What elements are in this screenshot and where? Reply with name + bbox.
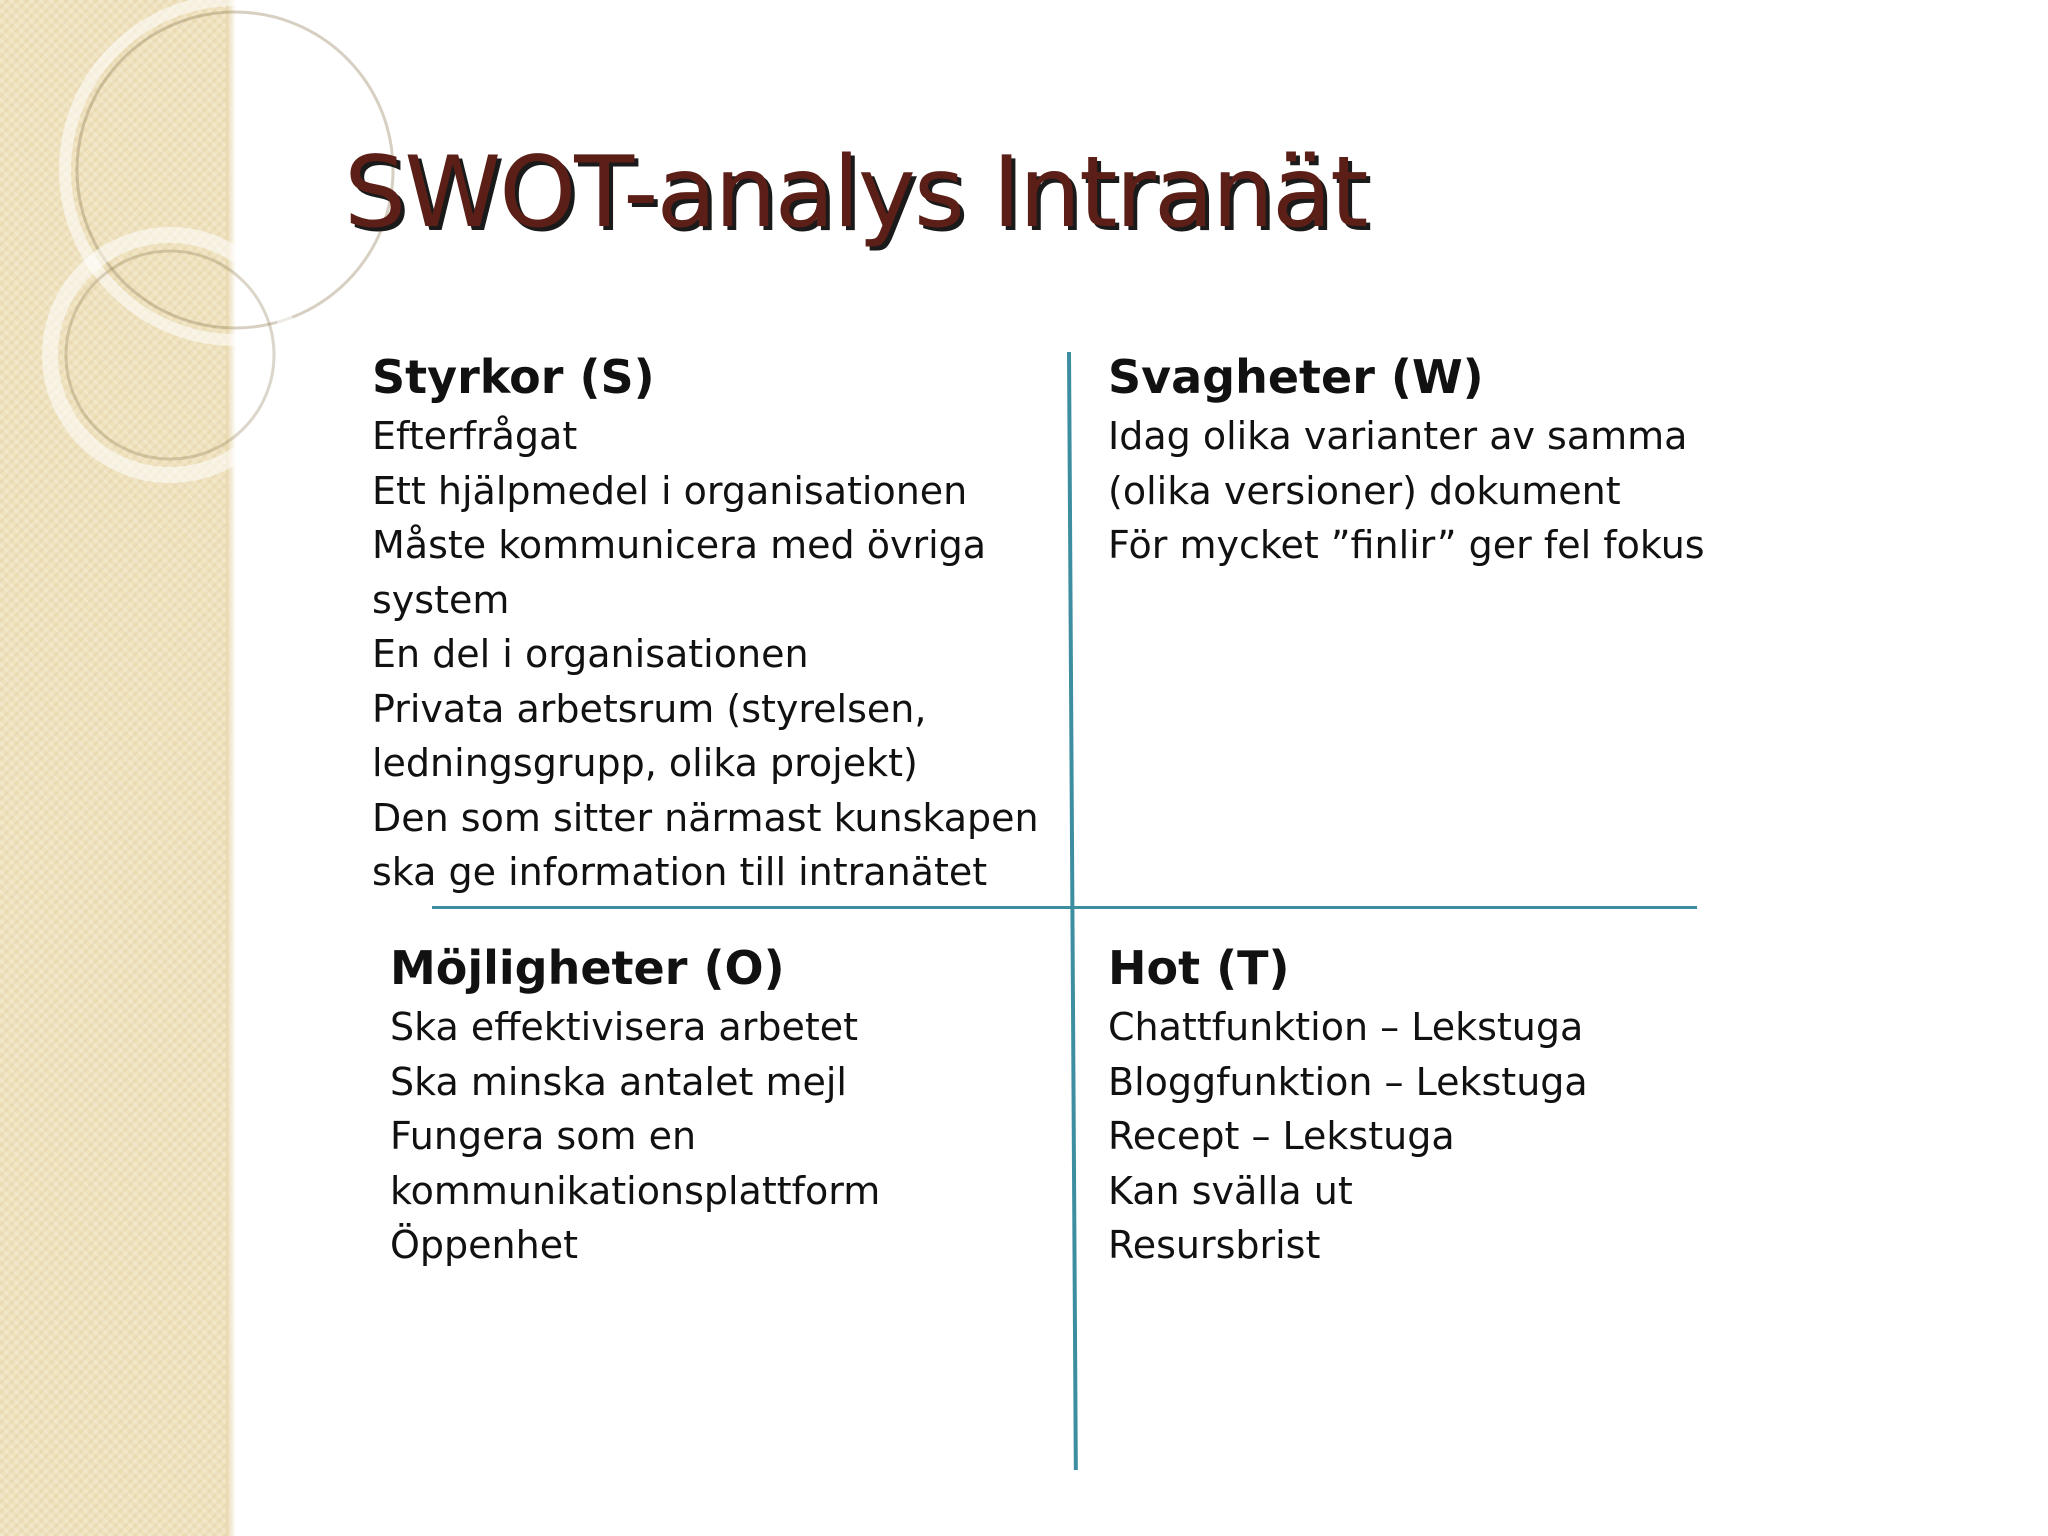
list-item: Idag olika varianter av samma (olika versioner) dokument	[1108, 414, 1688, 513]
list-item: Ett hjälpmedel i organisationen	[372, 468, 968, 513]
list-item: Ska effektivisera arbetet	[390, 1005, 859, 1049]
weaknesses-list	[1108, 409, 1708, 573]
quadrant-heading-threats: Hot (T)	[1108, 941, 1290, 995]
list-item: För mycket ”finlir” ger fel fokus	[1108, 523, 1705, 567]
list-item: Efterfrågat	[372, 414, 578, 458]
list-item: Ska minska antalet mejl	[390, 1059, 847, 1104]
list-item: Bloggfunktion – Lekstuga	[1108, 1059, 1588, 1104]
decorative-rings	[0, 0, 400, 520]
quadrant-heading-weaknesses: Svagheter (W)	[1108, 350, 1484, 404]
list-item: Måste kommunicera med övriga system	[372, 523, 987, 622]
quadrant-opportunities	[390, 936, 1050, 1273]
slide-title: SWOT-analys Intranät	[344, 136, 1367, 250]
opportunities-list	[390, 1000, 1050, 1273]
list-item: En del i organisationen	[372, 632, 809, 676]
quadrant-strengths	[372, 345, 1052, 900]
quadrant-heading-strengths: Styrkor (S)	[372, 350, 655, 404]
list-item: Privata arbetsrum (styrelsen, ledningsgrupp, olika projekt)	[372, 686, 927, 785]
list-item: Fungera som en kommunikationsplattform	[390, 1114, 881, 1213]
vertical-divider	[1067, 352, 1078, 1470]
threats-list	[1108, 1000, 1708, 1273]
quadrant-heading-opportunities: Möjligheter (O)	[390, 941, 785, 995]
list-item: Resursbrist	[1108, 1223, 1321, 1267]
quadrant-weaknesses	[1108, 345, 1708, 573]
list-item: Öppenhet	[390, 1223, 578, 1267]
ring-lower-inner	[66, 251, 274, 459]
ring-lower	[50, 235, 290, 475]
list-item: Chattfunktion – Lekstuga	[1108, 1005, 1584, 1049]
list-item: Kan svälla ut	[1108, 1168, 1353, 1213]
list-item: Den som sitter närmast kunskapen ska ge information till intranätet	[372, 795, 1039, 894]
quadrant-threats	[1108, 936, 1708, 1273]
horizontal-divider	[432, 906, 1697, 909]
list-item: Recept – Lekstuga	[1108, 1114, 1455, 1158]
strengths-list	[372, 409, 1052, 900]
